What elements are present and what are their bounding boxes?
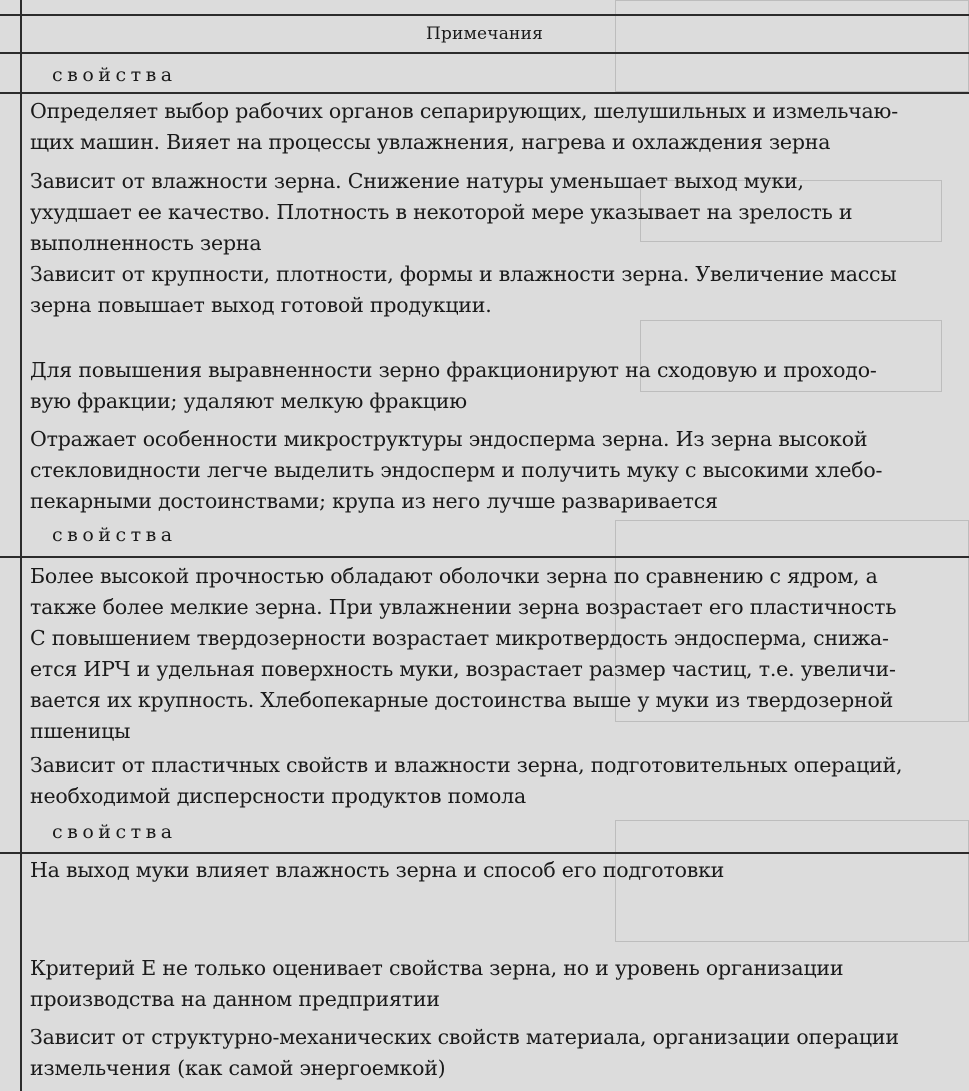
header-bottom-rule [0, 52, 969, 54]
note-line: Определяет выбор рабочих органов сепарирующих, шелушильных и измельчаю- [30, 99, 898, 123]
note-row [30, 750, 950, 812]
row-rule [0, 92, 969, 94]
note-row [30, 424, 950, 517]
note-row [30, 623, 950, 747]
note-line: пекарными достоинствами; крупа из него лучше разваривается [30, 489, 718, 513]
note-line: щих машин. Вияет на процессы увлажнения, нагрева и охлаждения зерна [30, 130, 831, 154]
note-row [30, 166, 950, 259]
note-line: На выход муки влияет влажность зерна и способ его подготовки [30, 858, 725, 882]
note-line: ется ИРЧ и удельная поверхность муки, возрастает размер частиц, т.е. увеличи- [30, 657, 896, 681]
note-line: Зависит от влажности зерна. Снижение натуры уменьшает выход муки, [30, 169, 804, 193]
header-title: Примечания [425, 24, 544, 44]
note-row [30, 355, 950, 417]
note-row [30, 561, 950, 623]
note-line: Для повышения выравненности зерно фракционируют на сходовую и проходо- [30, 358, 877, 382]
note-row [30, 259, 950, 321]
header-top-rule [0, 14, 969, 16]
note-line: С повышением твердозерности возрастает микротвердость эндосперма, снижа- [30, 626, 889, 650]
section-heading: свойства [52, 64, 177, 86]
note-line: Более высокой прочностью обладают оболочки зерна по сравнению с ядром, а [30, 564, 878, 588]
note-line: производства на данном предприятии [30, 987, 440, 1011]
note-row [30, 96, 950, 158]
section-heading: свойства [52, 524, 177, 546]
note-line: ухудшает ее качество. Плотность в некоторой мере указывает на зрелость и [30, 200, 853, 224]
note-line: стекловидности легче выделить эндосперм и получить муку с высокими хлебо- [30, 458, 883, 482]
row-rule [0, 556, 969, 558]
note-line: зерна повышает выход готовой продукции. [30, 293, 492, 317]
note-line: Зависит от крупности, плотности, формы и влажности зерна. Увеличение массы [30, 262, 897, 286]
note-row [30, 855, 950, 886]
table-left-border [20, 0, 22, 1091]
note-line: также более мелкие зерна. При увлажнении зерна возрастает его пластичность [30, 595, 897, 619]
note-line: Отражает особенности микроструктуры эндосперма зерна. Из зерна высокой [30, 427, 868, 451]
note-line: необходимой дисперсности продуктов помола [30, 784, 527, 808]
note-line: вается их крупность. Хлебопекарные достоинства выше у муки из твердозерной [30, 688, 894, 712]
note-line: пшеницы [30, 719, 131, 743]
section-heading: свойства [52, 821, 177, 843]
note-row [30, 953, 950, 1015]
note-line: Критерий Е не только оценивает свойства зерна, но и уровень организации [30, 956, 844, 980]
note-line: измельчения (как самой энергоемкой) [30, 1056, 446, 1080]
note-line: Зависит от пластичных свойств и влажности зерна, подготовительных операций, [30, 753, 903, 777]
note-line: вую фракции; удаляют мелкую фракцию [30, 389, 467, 413]
note-row [30, 1022, 950, 1084]
row-rule [0, 852, 969, 854]
note-line: Зависит от структурно-механических свойств материала, организации операции [30, 1025, 899, 1049]
note-line: выполненность зерна [30, 231, 262, 255]
